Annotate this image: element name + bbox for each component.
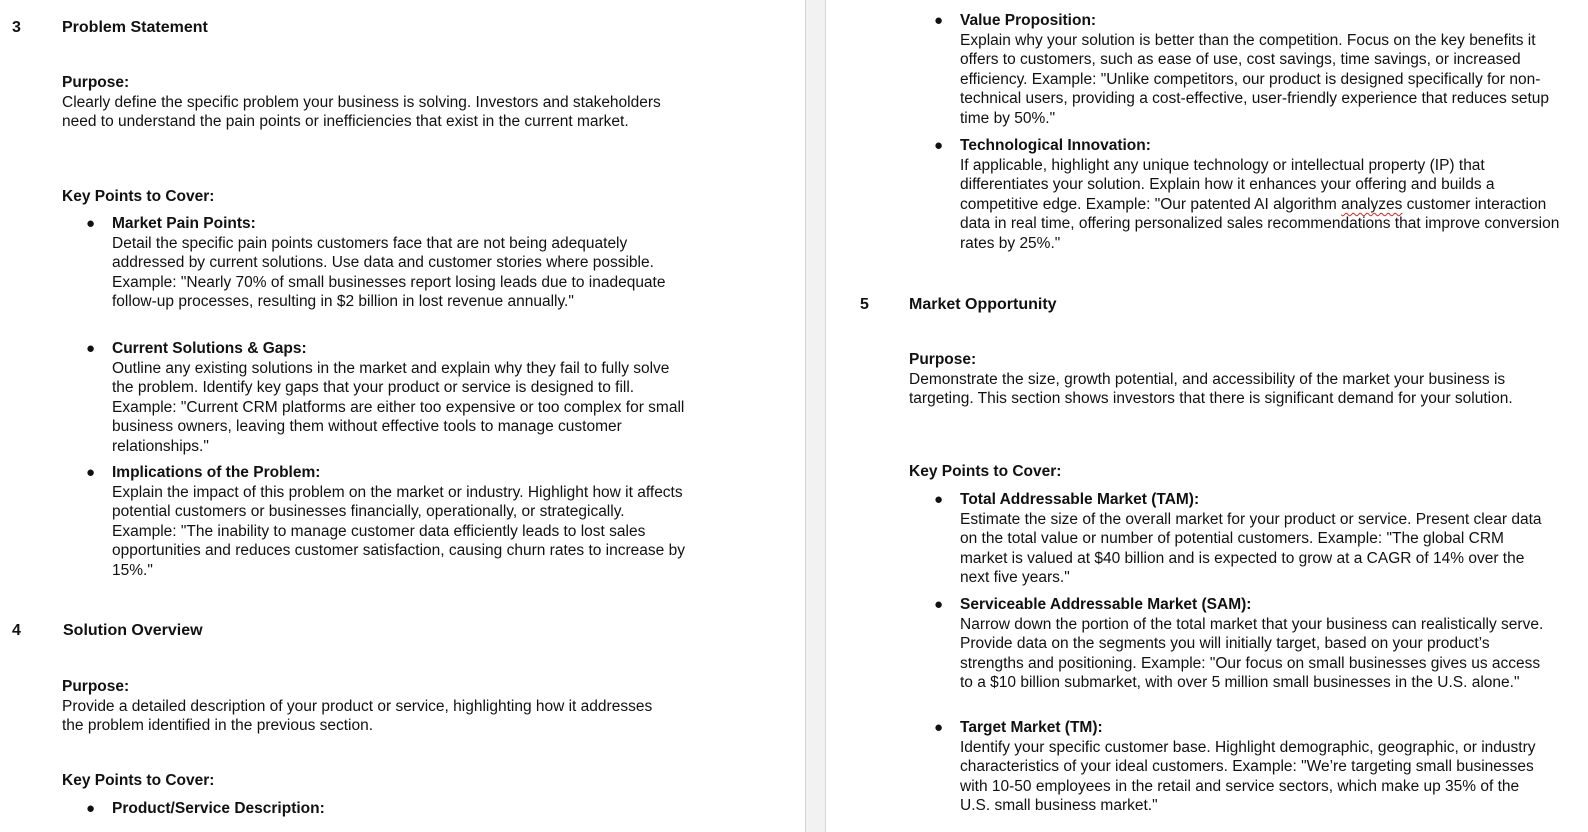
- purpose-label: Purpose:: [62, 74, 130, 91]
- bullet-target-market: [934, 718, 1550, 816]
- purpose-label: Purpose:: [909, 351, 977, 368]
- key-points-label: [909, 462, 1549, 482]
- purpose-label: Purpose:: [62, 678, 130, 695]
- text-after: customer interaction data in real time, offering personalized sales recommendations that improve conversion rates by 25%.": [960, 195, 1560, 252]
- key-points-label: [62, 771, 677, 791]
- bullet-sam: [934, 595, 1550, 693]
- bullet-text: Explain why your solution is better than the competition. Focus on the key benefits it offers to customers, such as ease of use, cost savings, time savings, or increased efficiency. Example: "Unlike competitors, our product is designed specifically for non-technical users, providing a cost-effective, user-friendly experience that reduces setup time by 50%.": [960, 31, 1550, 127]
- section-number: 3: [12, 19, 21, 36]
- bullet-title: Current Solutions & Gaps:: [112, 340, 307, 357]
- key-points-text: Key Points to Cover:: [62, 772, 215, 789]
- bullet-text: [960, 156, 1560, 254]
- bullet-title: Target Market (TM):: [960, 719, 1103, 736]
- bullet-title: Value Proposition:: [960, 12, 1097, 29]
- bullet-text: Explain the impact of this problem on the market or industry. Highlight how it affects potential customers or businesses financially, operationally, or strategically. Example: "The inability to manage customer data efficiently leads to lost sales opportunities and reduces customer satisfaction, causing churn rates to increase by 15%.": [112, 483, 685, 579]
- bullet-text: Narrow down the portion of the total market that your business can realistically serve. Provide data on the segments you will initially target, based on your product’s strengths and positioning. Example: "Our focus on small businesses gives us access to a $10 billion submarket, with over 5 million small businesses in the U.S. alone.": [960, 615, 1544, 692]
- purpose-text: Clearly define the specific problem your business is solving. Investors and stakeholders need to understand the pain points or inefficiencies that exist in the current market.: [62, 93, 661, 131]
- bullet-dot-icon: ●: [86, 464, 96, 481]
- spelling-flagged-word[interactable]: analyzes: [1341, 195, 1403, 213]
- section-number: 4: [12, 622, 21, 639]
- right-page: [826, 0, 1588, 832]
- page-gutter: [805, 0, 826, 832]
- bullet-technological-innovation: [934, 136, 1560, 254]
- bullet-product-description: [86, 799, 687, 819]
- section-number: 5: [860, 296, 869, 313]
- bullet-dot-icon: ●: [86, 800, 96, 817]
- text-before: If applicable, highlight any unique technology or intellectual property (IP) that differentiates your solution. Explain how it enhances your offering and builds a competitive edge. Example: "Our patented AI algorithm: [960, 156, 1495, 213]
- bullet-dot-icon: ●: [86, 340, 96, 357]
- bullet-dot-icon: ●: [86, 215, 96, 232]
- bullet-title: Total Addressable Market (TAM):: [960, 491, 1200, 508]
- section-title: Problem Statement: [62, 19, 208, 36]
- bullet-dot-icon: ●: [934, 491, 944, 508]
- bullet-market-pain-points: [86, 214, 687, 312]
- bullet-dot-icon: ●: [934, 719, 944, 736]
- section-title: Solution Overview: [63, 622, 203, 639]
- purpose-block: [909, 350, 1549, 409]
- key-points-text: Key Points to Cover:: [909, 463, 1062, 480]
- bullet-title: Technological Innovation:: [960, 137, 1151, 154]
- bullet-title: Product/Service Description:: [112, 800, 325, 817]
- bullet-tam: [934, 490, 1550, 588]
- bullet-text: Estimate the size of the overall market for your product or service. Present clear data on the total value or number of potential customers. Example: "The global CRM market is valued at $40 billion and is expected to grow at a CAGR of 14% over the next five years.": [960, 510, 1542, 587]
- purpose-block: [62, 677, 677, 736]
- bullet-value-proposition: [934, 11, 1560, 129]
- bullet-title: Market Pain Points:: [112, 215, 256, 232]
- purpose-block: [62, 73, 677, 132]
- bullet-text: Identify your specific customer base. Highlight demographic, geographic, or industry characteristics of your ideal customers. Example: "We’re targeting small businesses with 10-50 employees in the retail and service sectors, which make up 35% of the U.S. small business market.": [960, 738, 1536, 815]
- bullet-dot-icon: ●: [934, 596, 944, 613]
- key-points-label: [62, 187, 677, 207]
- section-title: Market Opportunity: [909, 296, 1057, 313]
- bullet-dot-icon: ●: [934, 12, 944, 29]
- bullet-title: Serviceable Addressable Market (SAM):: [960, 596, 1252, 613]
- bullet-text: Outline any existing solutions in the market and explain why they fail to fully solve the problem. Identify key gaps that your product or service is designed to fill. Example: "Current CRM platforms are either too expensive or too complex for small business owners, leaving them without effective tools to manage customer relationships.": [112, 359, 685, 455]
- purpose-text: Demonstrate the size, growth potential, and accessibility of the market your business is targeting. This section shows investors that there is significant demand for your solution.: [909, 370, 1513, 408]
- bullet-text: Detail the specific pain points customers face that are not being adequately addressed by current solutions. Use data and customer stories where possible. Example: "Nearly 70% of small businesses report losing leads due to inadequate follow-up processes, resulting in $2 billion in lost revenue annually.": [112, 234, 666, 311]
- purpose-text: Provide a detailed description of your product or service, highlighting how it addresses the problem identified in the previous section.: [62, 697, 653, 735]
- bullet-dot-icon: ●: [934, 137, 944, 154]
- key-points-text: Key Points to Cover:: [62, 188, 215, 205]
- bullet-implications: [86, 463, 687, 581]
- bullet-title: Implications of the Problem:: [112, 464, 321, 481]
- bullet-current-solutions: [86, 339, 687, 457]
